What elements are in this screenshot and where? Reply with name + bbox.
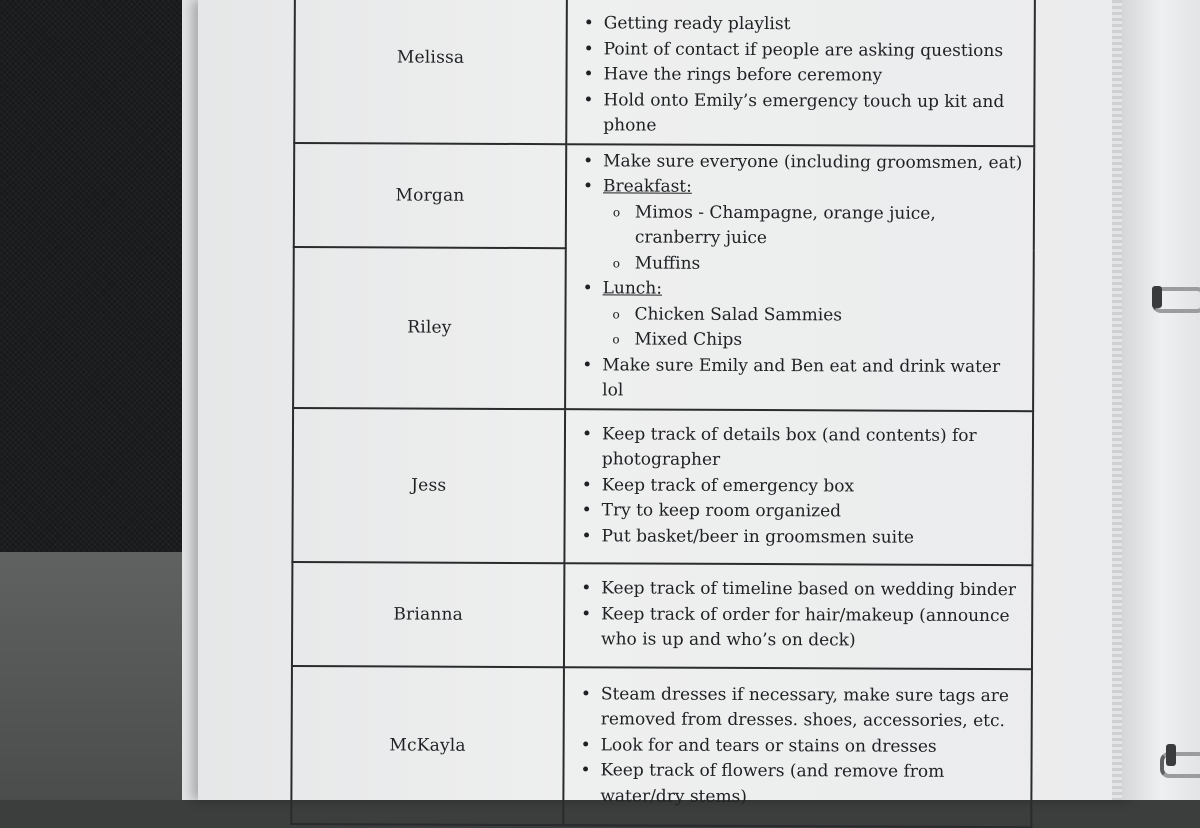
- duty-item: • Make sure Emily and Ben eat and drink water lol: [602, 353, 1024, 406]
- duty-item: [603, 174, 1025, 278]
- duty-item: • Make sure everyone (including groomsmen, eat): [603, 149, 1025, 176]
- sub-item: o Mixed Chips: [634, 327, 1024, 354]
- duty-item: • Point of contact if people are asking questions: [604, 37, 1026, 64]
- duty-item: • Keep track of emergency box: [602, 473, 1024, 500]
- table-row: [292, 561, 1032, 668]
- table-row: [294, 0, 1035, 146]
- sub-item: o Muffins: [635, 251, 1025, 278]
- dark-fabric-background: [0, 0, 190, 552]
- person-name: Riley: [293, 247, 566, 408]
- duty-item: • Hold onto Emily’s emergency touch up kit and phone: [603, 88, 1025, 141]
- duty-item: [602, 276, 1024, 354]
- table-row: [291, 665, 1032, 826]
- person-name: McKayla: [291, 665, 564, 824]
- binder-cover-edge: [1122, 0, 1200, 800]
- binder-ring-post: [1166, 744, 1176, 766]
- gray-surface-background: [0, 552, 190, 800]
- page-protector-edge: [1112, 0, 1122, 800]
- duties-cell: [565, 144, 1034, 411]
- person-name: Brianna: [292, 561, 564, 666]
- person-name: Jess: [292, 408, 565, 563]
- duty-heading: Lunch:: [602, 278, 663, 299]
- sub-item: o Mimos - Champagne, orange juice, cranberry juice: [635, 200, 1025, 253]
- table-row: [294, 143, 1034, 251]
- person-name: Melissa: [294, 0, 567, 144]
- duties-cell: [563, 667, 1032, 827]
- duty-item: • Look for and tears or stains on dresses: [601, 733, 1023, 760]
- duty-item: • Steam dresses if necessary, make sure tags are removed from dresses. shoes, accessories, etc.: [601, 682, 1023, 735]
- duty-item: • Getting ready playlist: [604, 11, 1026, 38]
- duty-item: • Have the rings before ceremony: [603, 62, 1025, 89]
- duties-cell: [566, 0, 1035, 146]
- duty-item: • Keep track of order for hair/makeup (announce who is up and who’s on deck): [601, 602, 1023, 655]
- binder-ring-post: [1152, 286, 1162, 308]
- person-name: Morgan: [294, 143, 566, 249]
- duty-item: • Keep track of timeline based on wedding binder: [601, 577, 1023, 604]
- duty-item: • Keep track of flowers (and remove from water/dry stems): [600, 759, 1022, 812]
- duty-item: • Put basket/beer in groomsmen suite: [601, 524, 1023, 551]
- duty-item: • Keep track of details box (and contents) for photographer: [602, 422, 1024, 475]
- duties-cell: [564, 563, 1032, 669]
- table-row: [292, 408, 1033, 565]
- sub-item: o Chicken Salad Sammies: [634, 302, 1024, 329]
- duties-cell: [564, 409, 1033, 565]
- duty-item: • Try to keep room organized: [602, 499, 1024, 526]
- duty-heading: Breakfast:: [603, 176, 692, 197]
- bridal-party-duties-table: [290, 0, 1036, 828]
